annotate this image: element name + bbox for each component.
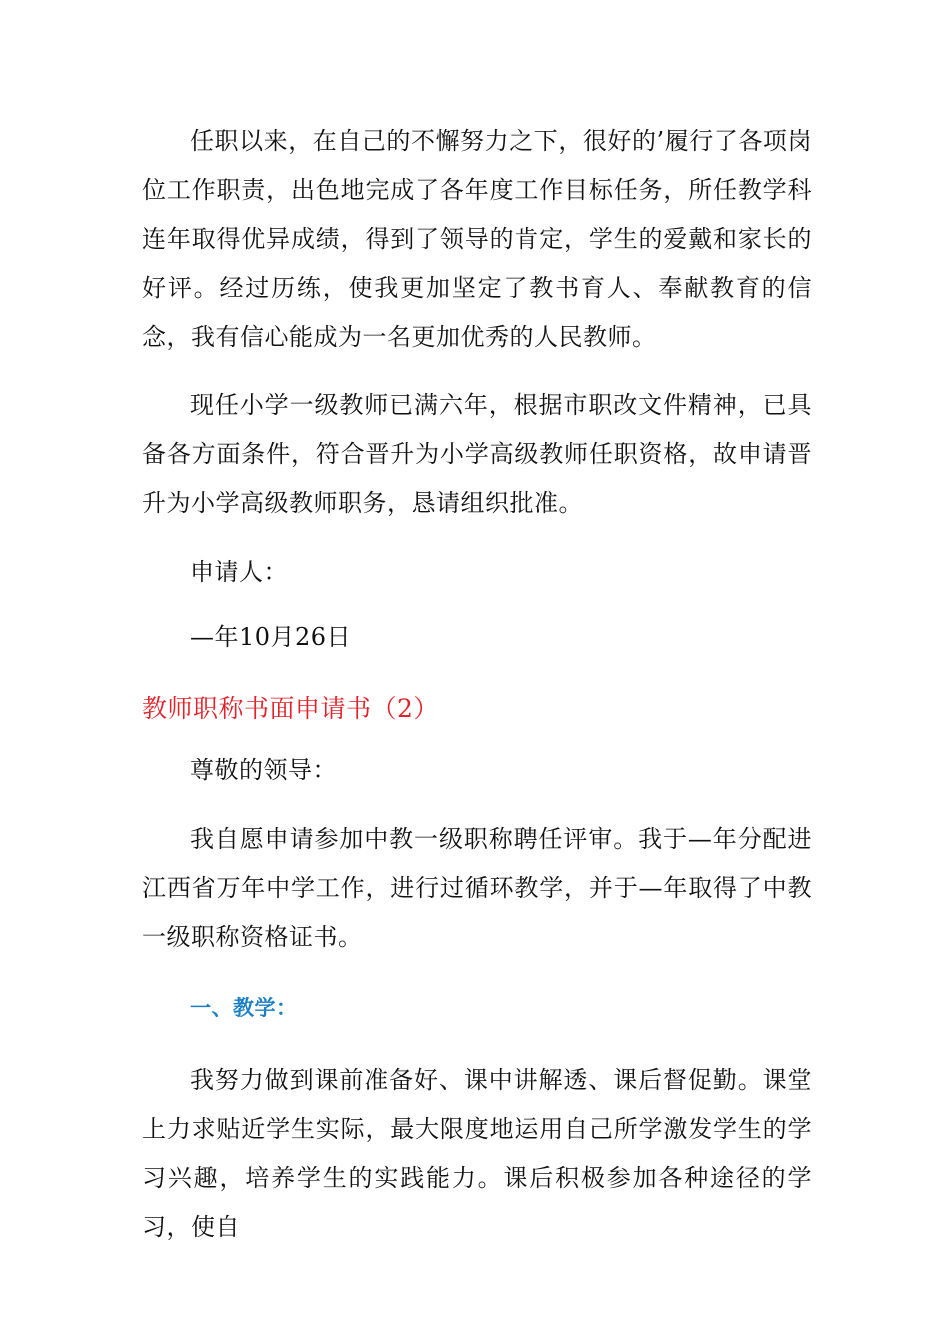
- paragraph-achievements: [142, 117, 812, 362]
- date-text: —年10月26日: [190, 623, 352, 651]
- date-line: [142, 613, 812, 662]
- paragraph-intro: [142, 815, 812, 962]
- paragraph-text: 我自愿申请参加中教一级职称聘任评审。我于—年分配进江西省万年中学工作，进行过循环教学，并于—年取得了中教一级职称资格证书。: [142, 825, 812, 951]
- section-title: [142, 689, 812, 729]
- subheading-block: [142, 990, 812, 1026]
- salutation-line: [142, 746, 812, 795]
- applicant-line: [142, 548, 812, 597]
- paragraph-text: 现任小学一级教师已满六年，根据市职改文件精神，已具备各方面条件，符合晋升为小学高级教师任职资格，故申请晋升为小学高级教师职务，恳请组织批准。: [142, 391, 812, 517]
- paragraph-teaching: [142, 1056, 812, 1252]
- paragraph-application: [142, 381, 812, 528]
- section2-title: 教师职称书面申请书（2）: [142, 694, 439, 723]
- applicant-label: 申请人：: [190, 558, 288, 586]
- salutation-text: 尊敬的领导：: [190, 756, 337, 784]
- paragraph-text: 我努力做到课前准备好、课中讲解透、课后督促勤。课堂上力求贴近学生实际，最大限度地运用自己所学激发学生的学习兴趣，培养学生的实践能力。课后积极参加各种途径的学习，使自: [142, 1066, 812, 1241]
- subheading-teaching: 一、教学：: [190, 996, 298, 1020]
- paragraph-text: 任职以来，在自己的不懈努力之下，很好的’履行了各项岗位工作职责，出色地完成了各年度工作目标任务，所任教学科连年取得优异成绩，得到了领导的肯定，学生的爱戴和家长的好评。经过历练，使我更加坚定了教书育人、奉献教育的信念，我有信心能成为一名更加优秀的人民教师。: [142, 127, 812, 351]
